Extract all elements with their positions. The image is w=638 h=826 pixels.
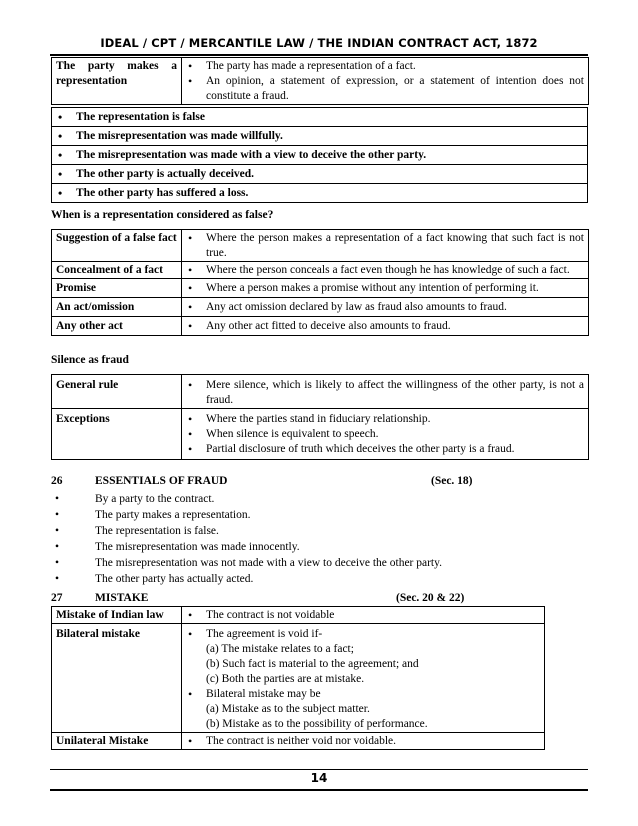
- list-item-text: • The agreement is void if-: [206, 628, 323, 640]
- mistake-table: [51, 606, 545, 750]
- list-item: • The misrepresentation was not made with a view to deceive the other party.: [51, 555, 588, 571]
- table-row: [52, 317, 589, 336]
- table-row: [52, 184, 588, 203]
- row-text: • Where the person conceals a fact even though he has knowledge of such a fact.: [186, 263, 584, 278]
- list-item: • The contract is neither void nor voidable.: [186, 734, 540, 749]
- row-text: • Where the person makes a representation of a fact knowing that such fact is not true.: [186, 231, 584, 261]
- condition-item: • The misrepresentation was made willfully.: [56, 129, 583, 144]
- sub-item: (a) Mistake as to the subject matter.: [206, 703, 370, 715]
- condition-item: • The other party has suffered a loss.: [56, 186, 583, 201]
- row-text: • Any act omission declared by law as fraud also amounts to fraud.: [186, 300, 584, 315]
- false-representation-heading: When is a representation considered as false?: [51, 209, 274, 221]
- row-text: • Any other act fitted to deceive also amounts to fraud.: [186, 319, 584, 334]
- row-label: Bilateral mistake: [52, 624, 182, 733]
- section-ref: (Sec. 18): [431, 475, 473, 487]
- section-number: 26: [51, 475, 63, 487]
- sub-item: (a) The mistake relates to a fact;: [206, 643, 354, 655]
- representation-label: The party makes a representation: [52, 58, 182, 105]
- false-representation-table: [51, 229, 589, 336]
- list-item-text: • Bilateral mistake may be: [206, 688, 321, 700]
- condition-item: • The other party is actually deceived.: [56, 167, 583, 182]
- section-title: MISTAKE: [95, 592, 149, 604]
- sub-item: (c) Both the parties are at mistake.: [206, 673, 365, 685]
- sub-item: (b) Mistake as to the possibility of performance.: [206, 718, 428, 730]
- section-ref: (Sec. 20 & 22): [396, 592, 465, 604]
- table-row: [52, 146, 588, 165]
- list-item: [186, 687, 540, 732]
- row-label: Mistake of Indian law: [52, 607, 182, 624]
- list-item: • Partial disclosure of truth which deceives the other party is a fraud.: [186, 442, 584, 457]
- page-number: 14: [310, 771, 328, 785]
- list-item: • An opinion, a statement of expression, or a statement of intention does not constitute a fraud.: [186, 74, 584, 104]
- list-item: • The other party has actually acted.: [51, 571, 588, 587]
- footer-rule: [50, 769, 588, 770]
- table-row: [52, 262, 589, 279]
- table-row: [52, 409, 589, 460]
- list-item: • The contract is not voidable: [186, 608, 540, 623]
- sub-item: (b) Such fact is material to the agreement; and: [206, 658, 419, 670]
- table-row: [52, 624, 545, 733]
- conditions-table: [51, 107, 588, 203]
- silence-table: [51, 374, 589, 460]
- row-label: An act/omission: [52, 298, 182, 317]
- list-item: • Mere silence, which is likely to affect the willingness of the other party, is not a fraud.: [186, 378, 584, 408]
- table-row: [52, 733, 545, 750]
- row-label: Concealment of a fact: [52, 262, 182, 279]
- table-row: [52, 230, 589, 262]
- row-label: Unilateral Mistake: [52, 733, 182, 750]
- list-item: [186, 627, 540, 687]
- list-item: • The party has made a representation of a fact.: [186, 59, 584, 74]
- representation-cell: [182, 58, 589, 105]
- row-label: Suggestion of a false fact: [52, 230, 182, 262]
- condition-item: • The misrepresentation was made with a view to deceive the other party.: [56, 148, 583, 163]
- list-item: • The party makes a representation.: [51, 507, 588, 523]
- representation-table: [51, 57, 589, 105]
- header-rule: [50, 54, 588, 56]
- list-item: • By a party to the contract.: [51, 491, 588, 507]
- table-row: [52, 607, 545, 624]
- list-item: • When silence is equivalent to speech.: [186, 427, 584, 442]
- row-label: Any other act: [52, 317, 182, 336]
- section-number: 27: [51, 592, 63, 604]
- table-row: [52, 127, 588, 146]
- page-header-title: IDEAL / CPT / MERCANTILE LAW / THE INDIAN CONTRACT ACT, 1872: [100, 36, 538, 50]
- table-row: [52, 279, 589, 298]
- fraud-essentials-list: [51, 491, 588, 587]
- row-label: Promise: [52, 279, 182, 298]
- table-row: [52, 165, 588, 184]
- list-item: • The representation is false.: [51, 523, 588, 539]
- table-row: [52, 298, 589, 317]
- table-row: [52, 108, 588, 127]
- section-title: ESSENTIALS OF FRAUD: [95, 475, 228, 487]
- general-rule-label: General rule: [52, 375, 182, 409]
- list-item: • Where the parties stand in fiduciary relationship.: [186, 412, 584, 427]
- condition-item: • The representation is false: [56, 110, 583, 125]
- silence-heading: Silence as fraud: [51, 354, 129, 366]
- table-row: [52, 58, 589, 105]
- row-text: • Where a person makes a promise without any intention of performing it.: [186, 281, 584, 296]
- list-item: • The misrepresentation was made innocently.: [51, 539, 588, 555]
- exceptions-label: Exceptions: [52, 409, 182, 460]
- footer-rule-bottom: [50, 789, 588, 791]
- table-row: [52, 375, 589, 409]
